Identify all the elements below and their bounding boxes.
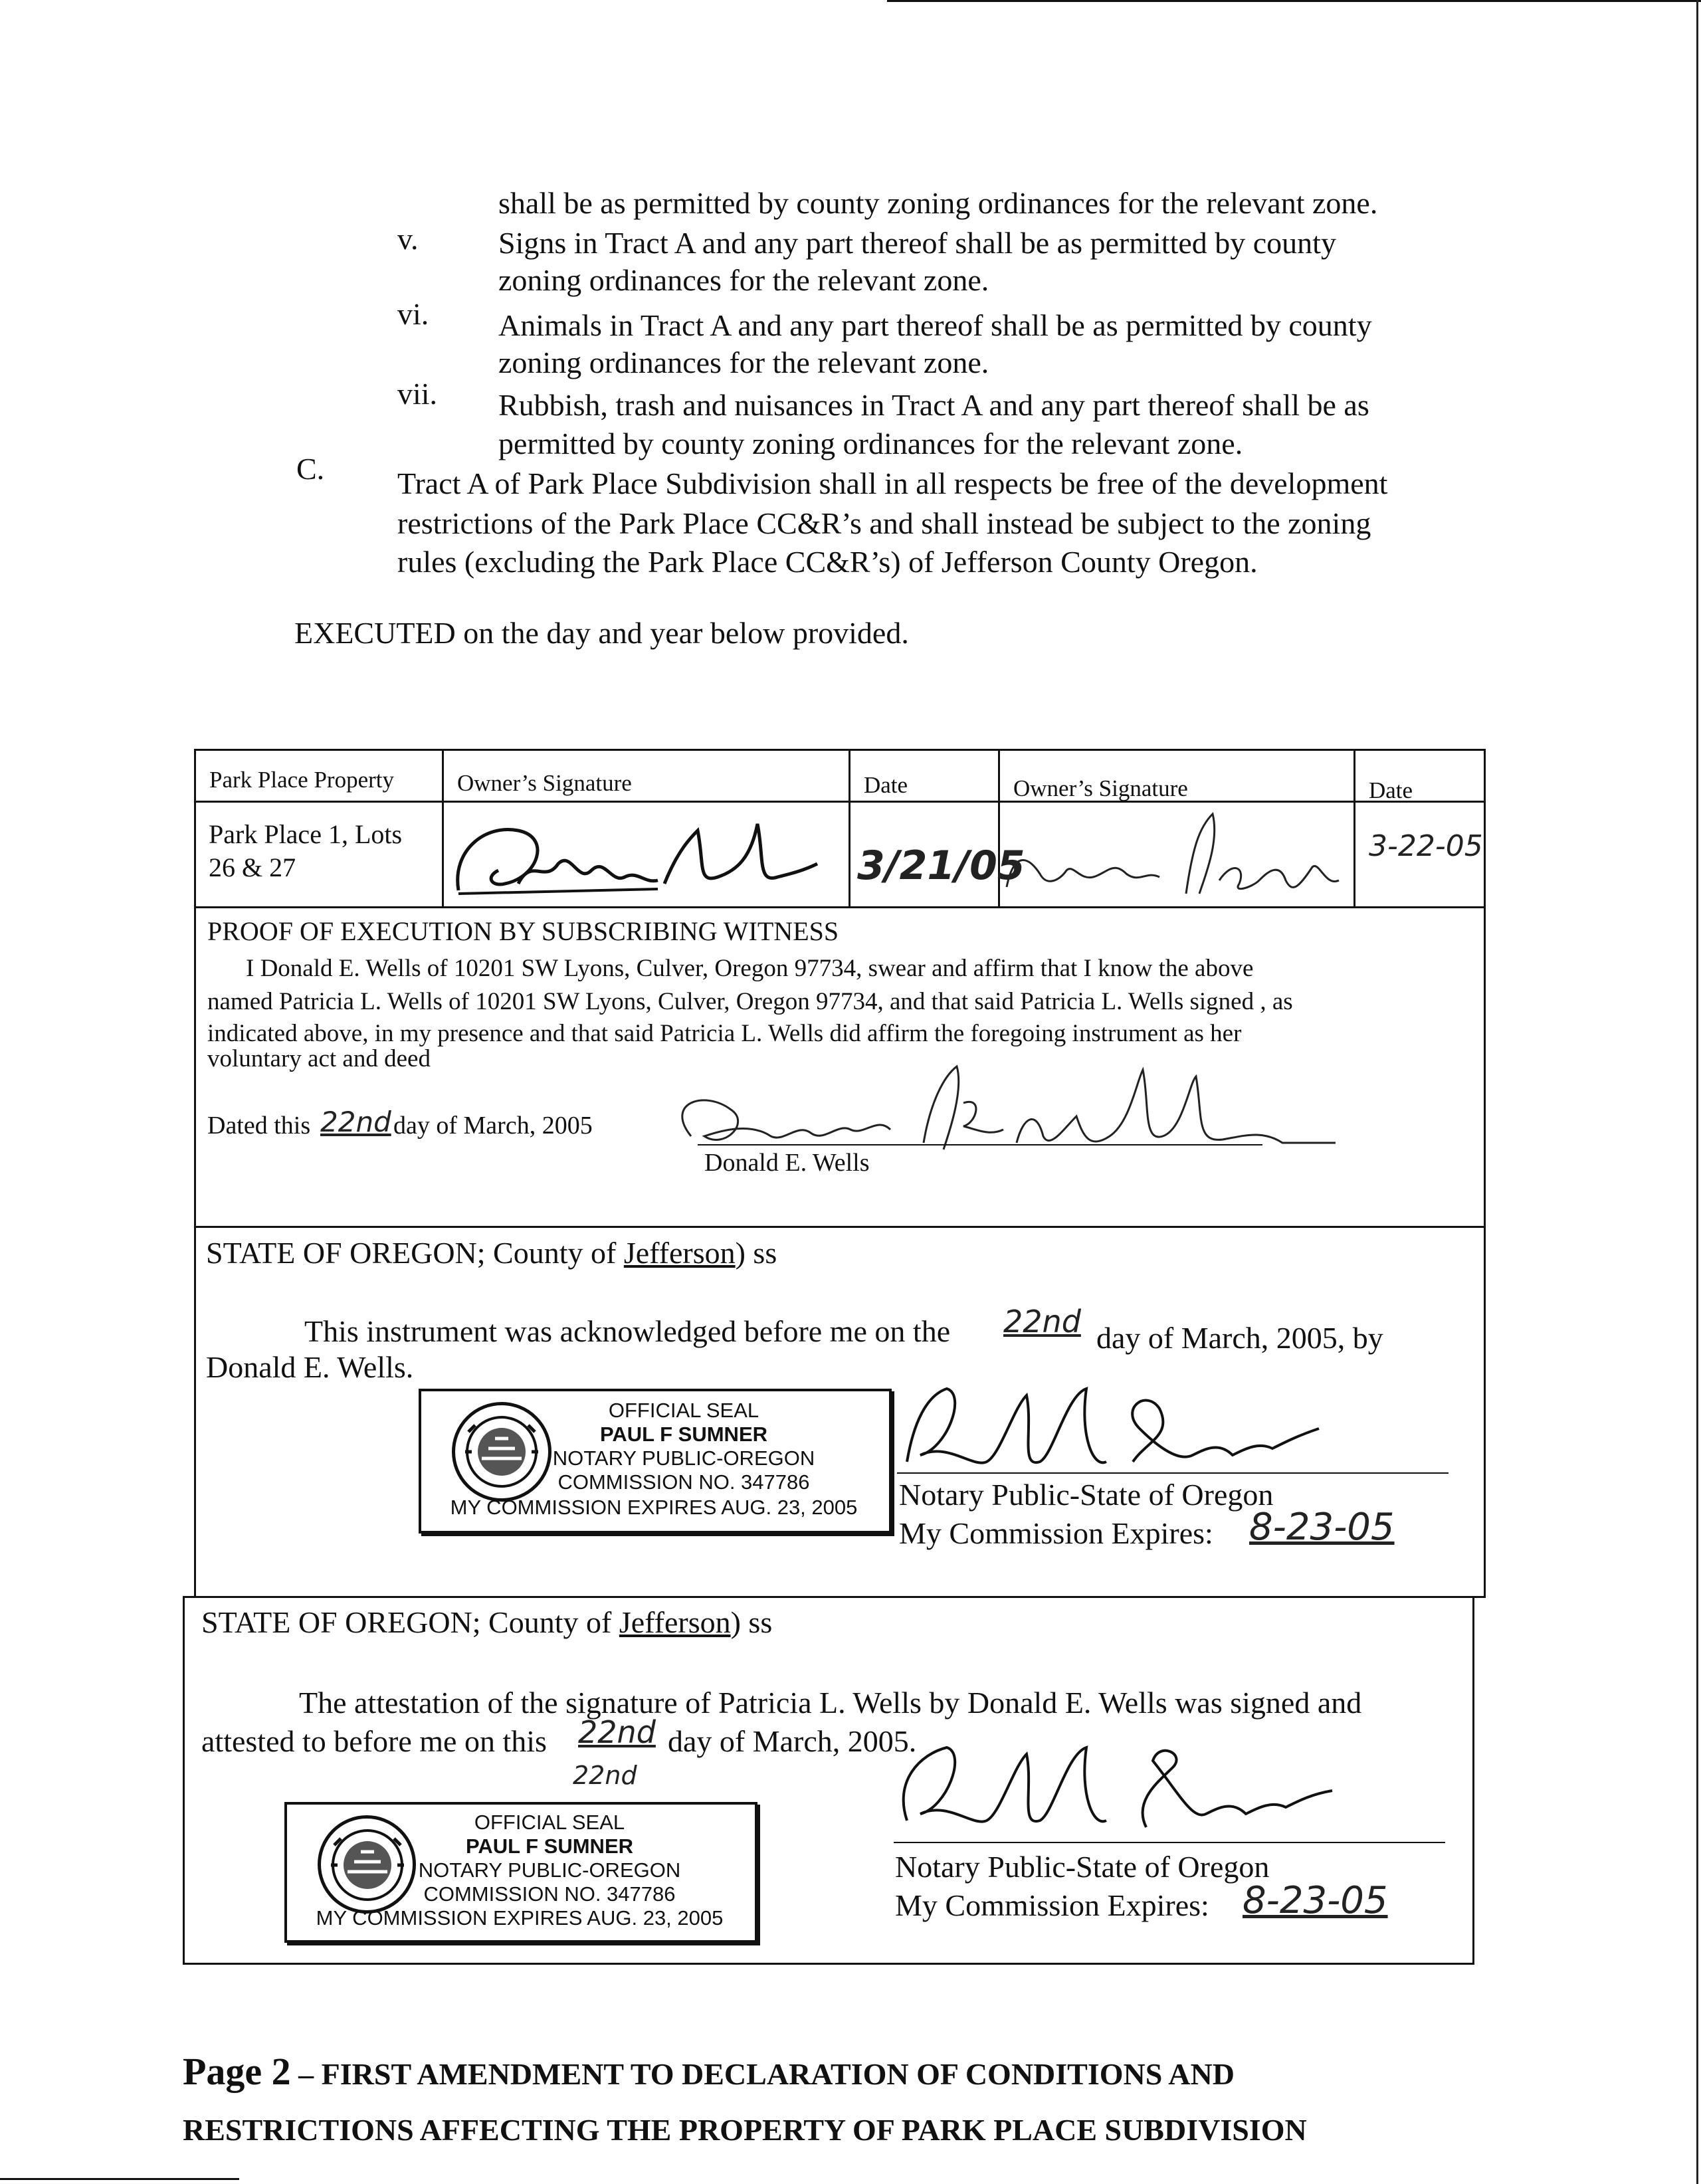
seal-1-line4: COMMISSION NO. 347786 (557, 1470, 810, 1494)
seal-2-line4: COMMISSION NO. 347786 (423, 1882, 676, 1906)
ack1-expires-value: 8-23-05 (1249, 1506, 1395, 1549)
witness-dated-suffix: day of March, 2005 (393, 1112, 593, 1140)
table-header-owner-signature-1: Owner’s Signature (457, 770, 632, 796)
witness-line1: I Donald E. Wells of 10201 SW Lyons, Culver, Oregon 97734, swear and affirm that I know the above (246, 955, 1254, 982)
witness-dated-day: 22nd (320, 1106, 391, 1138)
ack2-notary-title: Notary Public-State of Oregon (895, 1850, 1270, 1884)
scan-edge-top (887, 0, 1701, 2)
witness-line2: named Patricia L. Wells of 10201 SW Lyons, Culver, Oregon 97734, and that said Patricia L. Wells signed , as (207, 988, 1293, 1015)
ack2-expires-value: 8-23-05 (1243, 1879, 1388, 1922)
table-cell-date-2: 3-22-05 (1369, 829, 1483, 863)
table-cell-property-line2: 26 & 27 (209, 852, 296, 882)
ack1-line1-suffix: day of March, 2005, by (1096, 1321, 1383, 1355)
signature-patricia-wells-drawing (445, 811, 844, 904)
footer-title-line2: RESTRICTIONS AFFECTING THE PROPERTY OF PARK PLACE SUBDIVISION (183, 2113, 1307, 2147)
ack2-line2-suffix: day of March, 2005. (668, 1724, 917, 1758)
table-col-divider-4 (1353, 749, 1355, 908)
signature-paul-sumner-2-drawing (894, 1728, 1372, 1840)
seal-1-line3: NOTARY PUBLIC-OREGON (552, 1446, 815, 1470)
clause-vi-line1: Animals in Tract A and any part thereof shall be as permitted by county (498, 308, 1372, 342)
footer-title-line1: – FIRST AMENDMENT TO DECLARATION OF CONDITIONS AND (290, 2057, 1235, 2091)
scan-edge-right (1696, 0, 1698, 2184)
ack2-line2-prefix: attested to before me on this (201, 1724, 547, 1758)
signature-patricia-wells (445, 811, 844, 904)
ack2-state-prefix: STATE OF OREGON; County of (201, 1605, 619, 1639)
signature-donald-wells-witness-drawing (664, 1063, 1349, 1156)
ack1-day: 22nd (1003, 1304, 1081, 1340)
signature-donald-wells-table-drawing (1000, 807, 1352, 907)
ack2-expires-label: My Commission Expires: (895, 1888, 1209, 1922)
clause-v-line1: Signs in Tract A and any part thereof shall be as permitted by county (498, 226, 1336, 260)
ack1-line2: Donald E. Wells. (206, 1350, 414, 1384)
table-header-property: Park Place Property (209, 767, 394, 793)
notary-seal-1 (419, 1389, 892, 1534)
clause-iv-continuation: shall be as permitted by county zoning ordinances for the relevant zone. (498, 186, 1378, 220)
clause-v-marker: v. (397, 222, 419, 256)
seal-1-line2: PAUL F SUMNER (599, 1423, 768, 1446)
table-header-date-2: Date (1369, 777, 1413, 803)
notary-1-signature-line (897, 1472, 1449, 1474)
clause-vi-line2: zoning ordinances for the relevant zone. (498, 346, 989, 379)
signature-paul-sumner-2 (894, 1728, 1372, 1840)
clause-c-line3: rules (excluding the Park Place CC&R’s) of Jefferson County Oregon. (397, 545, 1258, 579)
ack1-expires-label: My Commission Expires: (899, 1516, 1213, 1550)
witness-title: PROOF OF EXECUTION BY SUBSCRIBING WITNESS (207, 916, 839, 946)
witness-line3: indicated above, in my presence and that said Patricia L. Wells did affirm the foregoing instrument as her (207, 1020, 1242, 1047)
witness-signer-name: Donald E. Wells (704, 1149, 870, 1177)
clause-vii-line1: Rubbish, trash and nuisances in Tract A and any part thereof shall be as (498, 388, 1369, 422)
clause-vii-marker: vii. (397, 377, 438, 411)
seal-1-line5: MY COMMISSION EXPIRES AUG. 23, 2005 (450, 1496, 858, 1519)
signature-paul-sumner-1-drawing (894, 1369, 1359, 1482)
signature-paul-sumner-1 (894, 1369, 1359, 1482)
ack1-line1-prefix: This instrument was acknowledged before me on the (304, 1314, 951, 1348)
ack2-state-suffix: ) ss (730, 1605, 773, 1639)
notary-2-signature-line (894, 1842, 1445, 1843)
seal-2-line2: PAUL F SUMNER (465, 1835, 634, 1858)
clause-vii-line2: permitted by county zoning ordinances for the relevant zone. (498, 427, 1243, 460)
witness-line4: voluntary act and deed (207, 1045, 431, 1072)
ack1-state-prefix: STATE OF OREGON; County of (206, 1236, 624, 1270)
ack2-county: Jefferson (619, 1605, 731, 1639)
scan-edge-bottom (0, 2178, 239, 2180)
clause-v-line2: zoning ordinances for the relevant zone. (498, 263, 989, 297)
seal-2-line3: NOTARY PUBLIC-OREGON (418, 1858, 681, 1882)
executed-statement: EXECUTED on the day and year below provided. (294, 616, 909, 650)
ack2-note: 22nd (573, 1761, 637, 1790)
seal-2-line1: OFFICIAL SEAL (474, 1811, 625, 1834)
table-cell-date-1: 3/21/05 (857, 843, 1025, 889)
table-header-owner-signature-2: Owner’s Signature (1013, 775, 1188, 801)
clause-c-line2: restrictions of the Park Place CC&R’s and shall instead be subject to the zoning (397, 506, 1371, 540)
table-cell-property-line1: Park Place 1, Lots (209, 819, 403, 849)
notary-seal-2 (284, 1802, 757, 1943)
footer-line1 (183, 2052, 1235, 2094)
clause-c-line1: Tract A of Park Place Subdivision shall in all respects be free of the development (397, 466, 1388, 500)
ack2-line1: The attestation of the signature of Patricia L. Wells by Donald E. Wells was signed and (299, 1686, 1362, 1720)
clause-c-marker: C. (296, 452, 325, 486)
seal-2-line5: MY COMMISSION EXPIRES AUG. 23, 2005 (316, 1906, 724, 1930)
ack1-notary-title: Notary Public-State of Oregon (899, 1478, 1274, 1512)
table-header-divider (194, 801, 1486, 803)
signature-donald-wells-witness (664, 1063, 1349, 1156)
footer-page-number: Page 2 (183, 2050, 291, 2093)
seal-1-line1: OFFICIAL SEAL (608, 1399, 759, 1422)
ack1-county: Jefferson (623, 1236, 736, 1270)
table-header-date-1: Date (864, 772, 908, 798)
ack2-state-line (201, 1604, 772, 1641)
ack1-state-suffix: ) ss (735, 1236, 777, 1270)
table-col-divider-2 (849, 749, 850, 908)
ack2-day: 22nd (578, 1714, 656, 1750)
ack1-state-line (206, 1235, 777, 1272)
signature-donald-wells-table (1000, 807, 1352, 907)
clause-vi-marker: vi. (397, 297, 429, 331)
table-col-divider-1 (442, 749, 444, 908)
witness-dated-prefix: Dated this (207, 1112, 311, 1140)
